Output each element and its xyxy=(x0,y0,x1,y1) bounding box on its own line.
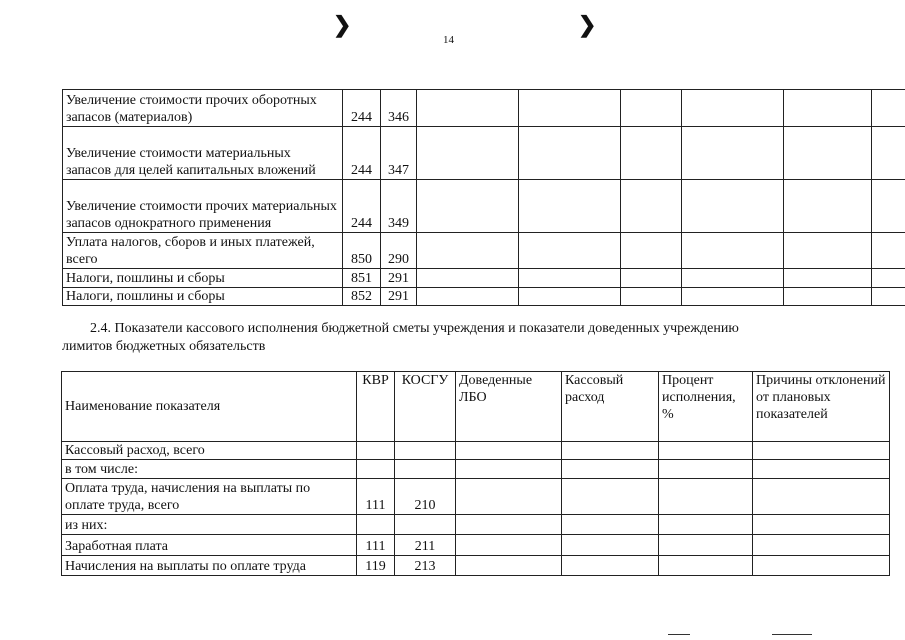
empty-cell xyxy=(784,288,872,306)
table-row xyxy=(63,269,905,288)
section-heading xyxy=(62,320,862,356)
empty-cell xyxy=(753,515,890,535)
kvr-cell: 111 xyxy=(357,479,395,515)
empty-cell xyxy=(456,460,562,479)
kosgu-cell: 349 xyxy=(381,180,417,233)
empty-cell xyxy=(417,90,519,127)
header-lbo: Доведенные ЛБО xyxy=(456,372,562,442)
row-name: Увеличение стоимости прочих оборотных запасов (материалов) xyxy=(63,90,343,127)
empty-cell xyxy=(417,233,519,269)
footer-rule xyxy=(668,634,690,635)
table-row xyxy=(63,288,905,306)
kvr-cell: 850 xyxy=(343,233,381,269)
empty-cell xyxy=(872,233,905,269)
section-heading-line2: лимитов бюджетных обязательств xyxy=(62,339,266,354)
empty-cell xyxy=(872,90,905,127)
empty-cell xyxy=(519,127,621,180)
kvr-cell: 244 xyxy=(343,127,381,180)
table-row xyxy=(62,442,890,460)
table-row xyxy=(63,90,905,127)
empty-cell xyxy=(659,442,753,460)
kosgu-cell: 291 xyxy=(381,288,417,306)
empty-cell xyxy=(456,556,562,576)
row-name: Заработная плата xyxy=(62,535,357,556)
empty-cell xyxy=(519,269,621,288)
empty-cell xyxy=(784,233,872,269)
table-row xyxy=(62,515,890,535)
empty-cell xyxy=(682,269,784,288)
empty-cell xyxy=(682,233,784,269)
row-name: Кассовый расход, всего xyxy=(62,442,357,460)
empty-cell xyxy=(753,479,890,515)
kosgu-cell xyxy=(395,442,456,460)
empty-cell xyxy=(417,127,519,180)
empty-cell xyxy=(456,442,562,460)
empty-cell xyxy=(562,460,659,479)
row-name: Оплата труда, начисления на выплаты по оплате труда, всего xyxy=(62,479,357,515)
empty-cell xyxy=(784,90,872,127)
row-name: в том числе: xyxy=(62,460,357,479)
table-row xyxy=(63,233,905,269)
empty-cell xyxy=(621,288,682,306)
kosgu-cell: 346 xyxy=(381,90,417,127)
empty-cell xyxy=(659,479,753,515)
section-heading-line1: 2.4. Показатели кассового исполнения бюджетной сметы учреждения и показатели доведенных учреждению xyxy=(90,321,739,336)
kosgu-cell: 347 xyxy=(381,127,417,180)
empty-cell xyxy=(562,442,659,460)
empty-cell xyxy=(621,90,682,127)
kosgu-cell: 210 xyxy=(395,479,456,515)
kosgu-cell: 213 xyxy=(395,556,456,576)
empty-cell xyxy=(621,180,682,233)
empty-cell xyxy=(456,515,562,535)
empty-cell xyxy=(417,180,519,233)
empty-cell xyxy=(621,127,682,180)
kosgu-cell: 211 xyxy=(395,535,456,556)
empty-cell xyxy=(562,479,659,515)
empty-cell xyxy=(784,269,872,288)
header-kvr: КВР xyxy=(357,372,395,442)
empty-cell xyxy=(784,180,872,233)
empty-cell xyxy=(682,127,784,180)
kvr-cell: 119 xyxy=(357,556,395,576)
empty-cell xyxy=(519,288,621,306)
row-name: Налоги, пошлины и сборы xyxy=(63,288,343,306)
empty-cell xyxy=(872,180,905,233)
empty-cell xyxy=(621,233,682,269)
empty-cell xyxy=(519,233,621,269)
empty-cell xyxy=(417,288,519,306)
empty-cell xyxy=(872,269,905,288)
budget-table-continued xyxy=(62,89,905,306)
row-name: Увеличение стоимости материальных запасов для целей капитальных вложений xyxy=(63,127,343,180)
row-name: Начисления на выплаты по оплате труда xyxy=(62,556,357,576)
kvr-cell xyxy=(357,442,395,460)
kvr-cell: 852 xyxy=(343,288,381,306)
empty-cell xyxy=(456,535,562,556)
header-cash: Кассовый расход xyxy=(562,372,659,442)
cash-execution-table xyxy=(61,371,890,576)
table-row xyxy=(62,556,890,576)
empty-cell xyxy=(872,288,905,306)
table-row xyxy=(62,460,890,479)
header-name: Наименование показателя xyxy=(62,372,357,442)
footer-rule xyxy=(772,634,812,635)
row-name: из них: xyxy=(62,515,357,535)
header-reasons: Причины отклонений от плановых показателей xyxy=(753,372,890,442)
empty-cell xyxy=(621,269,682,288)
kosgu-cell xyxy=(395,515,456,535)
table-row xyxy=(63,127,905,180)
empty-cell xyxy=(682,90,784,127)
kvr-cell: 851 xyxy=(343,269,381,288)
empty-cell xyxy=(659,515,753,535)
empty-cell xyxy=(519,180,621,233)
empty-cell xyxy=(659,460,753,479)
empty-cell xyxy=(659,556,753,576)
scan-mark-left: ❯ xyxy=(333,12,352,37)
empty-cell xyxy=(784,127,872,180)
row-name: Увеличение стоимости прочих материальных запасов однократного применения xyxy=(63,180,343,233)
header-percent: Процент исполнения, % xyxy=(659,372,753,442)
empty-cell xyxy=(872,127,905,180)
empty-cell xyxy=(682,180,784,233)
kvr-cell xyxy=(357,460,395,479)
row-name: Уплата налогов, сборов и иных платежей, всего xyxy=(63,233,343,269)
kosgu-cell xyxy=(395,460,456,479)
kosgu-cell: 290 xyxy=(381,233,417,269)
empty-cell xyxy=(417,269,519,288)
empty-cell xyxy=(456,479,562,515)
empty-cell xyxy=(659,535,753,556)
empty-cell xyxy=(562,535,659,556)
empty-cell xyxy=(562,556,659,576)
header-kosgu: КОСГУ xyxy=(395,372,456,442)
table-row xyxy=(63,180,905,233)
page-number: 14 xyxy=(443,34,454,46)
empty-cell xyxy=(753,460,890,479)
empty-cell xyxy=(753,535,890,556)
empty-cell xyxy=(753,556,890,576)
empty-cell xyxy=(753,442,890,460)
kvr-cell xyxy=(357,515,395,535)
table-row xyxy=(62,535,890,556)
row-name: Налоги, пошлины и сборы xyxy=(63,269,343,288)
kvr-cell: 244 xyxy=(343,90,381,127)
kosgu-cell: 291 xyxy=(381,269,417,288)
scan-mark-right: ❯ xyxy=(578,12,597,37)
header-row xyxy=(62,372,890,442)
kvr-cell: 111 xyxy=(357,535,395,556)
table-row xyxy=(62,479,890,515)
empty-cell xyxy=(562,515,659,535)
empty-cell xyxy=(519,90,621,127)
empty-cell xyxy=(682,288,784,306)
kvr-cell: 244 xyxy=(343,180,381,233)
